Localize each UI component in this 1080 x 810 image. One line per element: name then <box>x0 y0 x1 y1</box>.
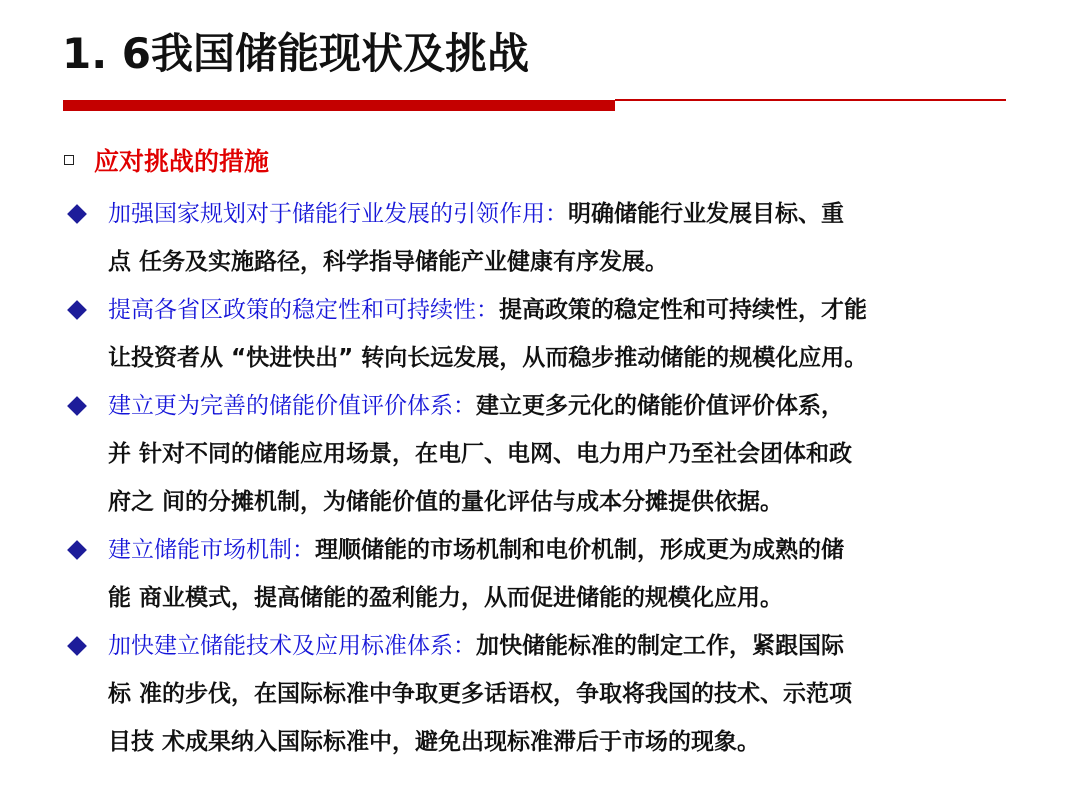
item-text: 加快储能标准的制定工作，紧跟国际 <box>476 633 844 659</box>
square-bullet-icon <box>64 155 74 165</box>
item-line <box>108 382 1026 430</box>
measure-item-planning <box>66 190 1026 286</box>
item-line: 目技 术成果纳入国际标准中，避免出现标准滞后于市场的现象。 <box>108 729 761 755</box>
diamond-bullet-icon <box>67 204 87 224</box>
item-line <box>108 622 1026 670</box>
measure-item-valuation <box>66 382 1026 526</box>
title-underline-bar <box>63 100 615 111</box>
item-text: 提高政策的稳定性和可持续性，才能 <box>499 297 867 323</box>
item-line <box>108 526 1026 574</box>
measure-item-policy <box>66 286 1026 382</box>
measure-list <box>66 190 1026 766</box>
item-lead: 加强国家规划对于储能行业发展的引领作用： <box>108 201 568 227</box>
item-lead: 提高各省区政策的稳定性和可持续性： <box>108 297 499 323</box>
measure-item-market <box>66 526 1026 622</box>
item-text: 明确储能行业发展目标、重 <box>568 201 844 227</box>
title-underline-line <box>615 99 1006 101</box>
diamond-bullet-icon <box>67 300 87 320</box>
item-text: 理顺储能的市场机制和电价机制，形成更为成熟的储 <box>315 537 844 563</box>
item-line: 并 针对不同的储能应用场景，在电厂、电网、电力用户乃至社会团体和政 <box>108 441 853 467</box>
item-lead: 建立更为完善的储能价值评价体系： <box>108 393 476 419</box>
item-lead: 建立储能市场机制： <box>108 537 315 563</box>
item-line: 能 商业模式，提高储能的盈利能力，从而促进储能的规模化应用。 <box>108 585 784 611</box>
item-line: 点 任务及实施路径，科学指导储能产业健康有序发展。 <box>108 249 669 275</box>
item-text: 建立更多元化的储能价值评价体系， <box>476 393 844 419</box>
item-line: 让投资者从 “快进快出” 转向长远发展，从而稳步推动储能的规模化应用。 <box>108 345 868 371</box>
slide-title: 1. 6我国储能现状及挑战 <box>62 29 530 78</box>
item-line: 标 准的步伐，在国际标准中争取更多话语权，争取将我国的技术、示范项 <box>108 681 853 707</box>
item-line: 府之 间的分摊机制，为储能价值的量化评估与成本分摊提供依据。 <box>108 489 784 515</box>
measure-item-standards <box>66 622 1026 766</box>
section-heading <box>64 138 269 182</box>
item-line <box>108 286 1026 334</box>
item-line <box>108 190 1026 238</box>
item-lead: 加快建立储能技术及应用标准体系： <box>108 633 476 659</box>
diamond-bullet-icon <box>67 636 87 656</box>
section-heading-text: 应对挑战的措施 <box>94 147 270 176</box>
diamond-bullet-icon <box>67 540 87 560</box>
diamond-bullet-icon <box>67 396 87 416</box>
